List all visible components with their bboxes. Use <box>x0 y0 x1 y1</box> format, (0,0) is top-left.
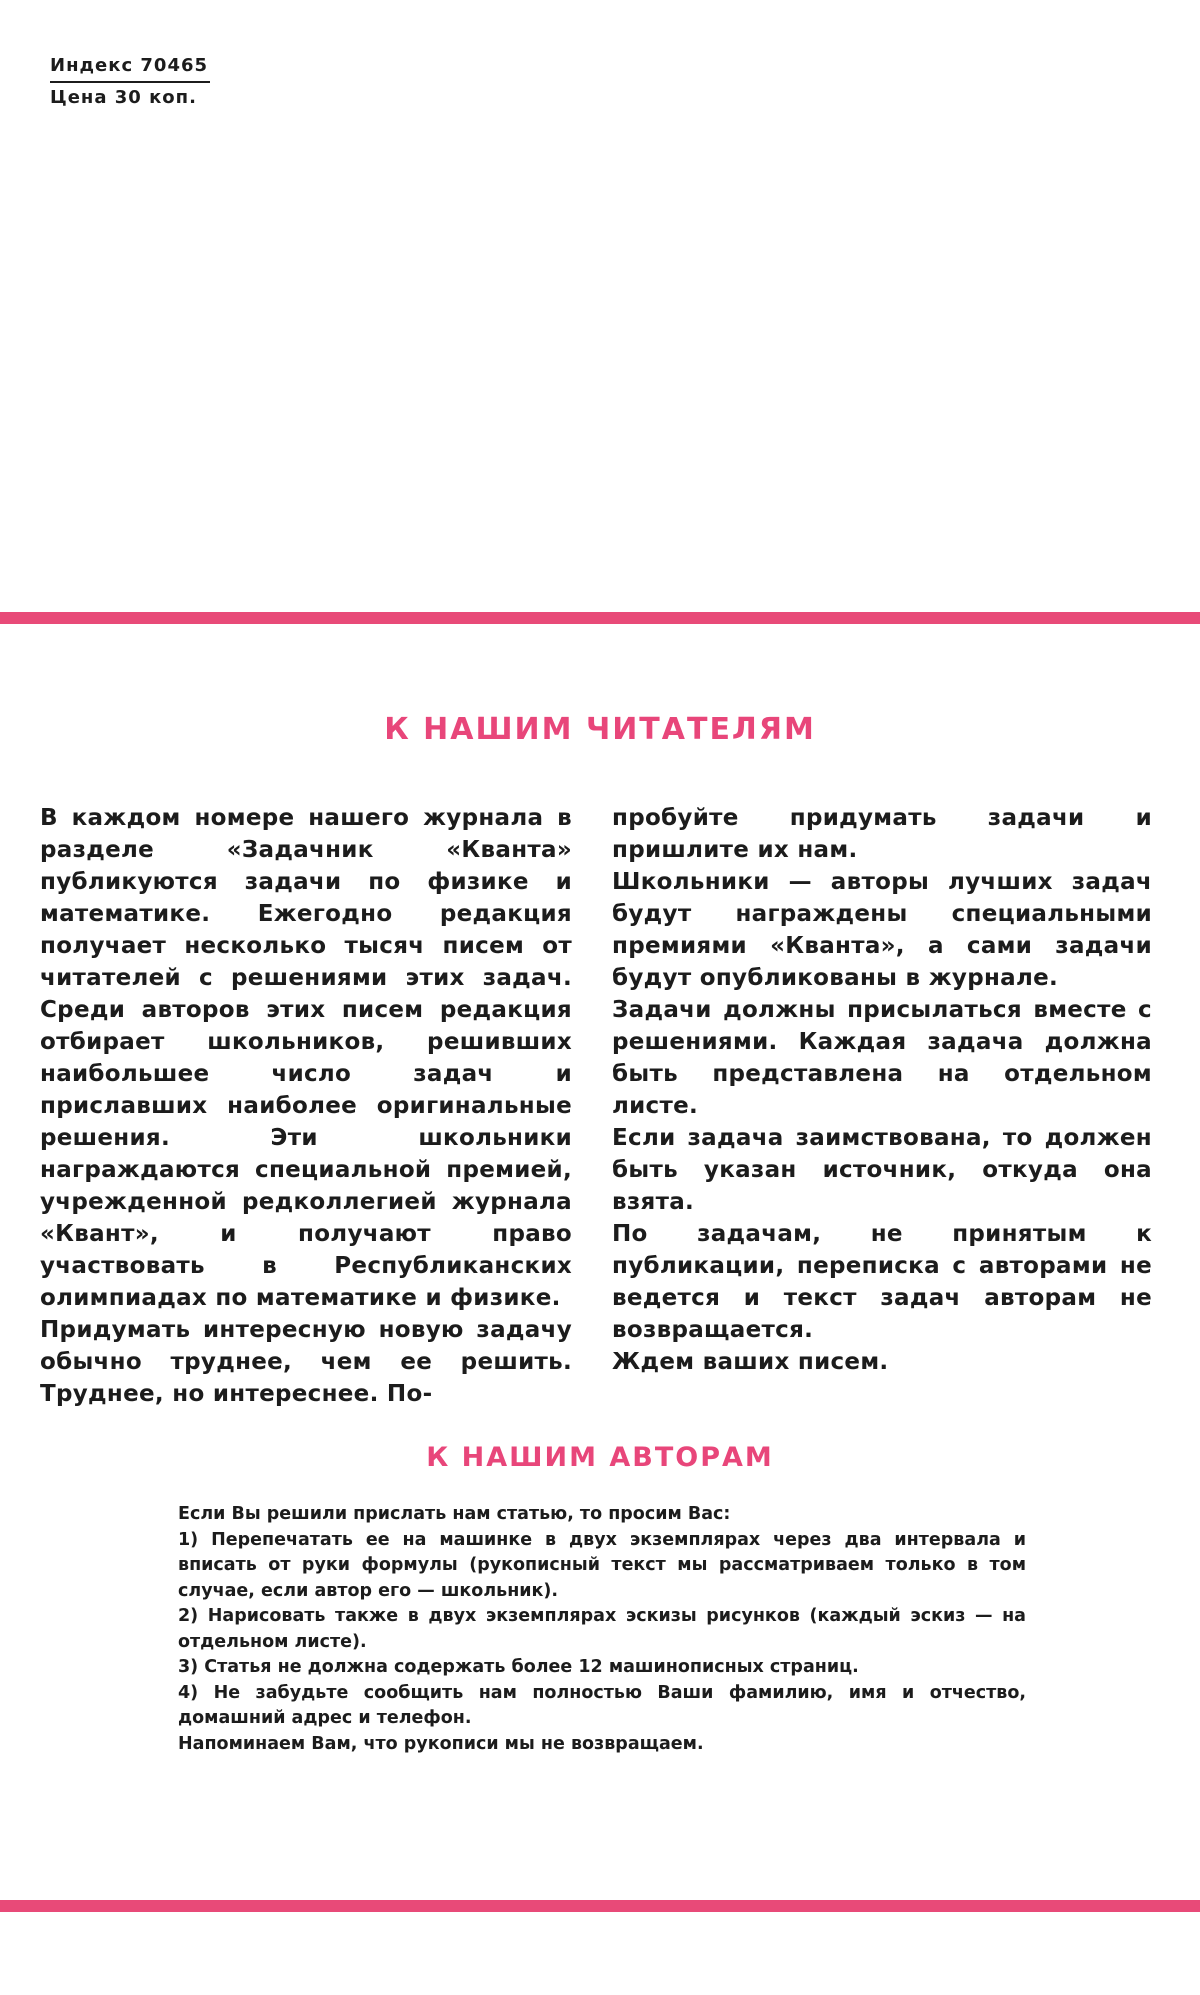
readers-paragraph: пробуйте придумать задачи и пришлите их нам. <box>612 805 1152 863</box>
readers-paragraph: Придумать интересную новую задачу обычно труднее, чем ее решить. Труднее, но интереснее. По- <box>40 1317 572 1407</box>
index-price-block <box>50 52 210 112</box>
readers-paragraph: Если задача заимствована, то должен быть указан источник, откуда она взята. <box>612 1125 1152 1215</box>
authors-line: 1) Перепечатать ее на машинке в двух экземплярах через два интервала и вписать от руки формулы (рукописный текст мы рассматриваем только в том случае, если автор его — школьник). <box>178 1529 1026 1601</box>
subscription-index: Индекс 70465 <box>50 52 210 83</box>
readers-right-column <box>612 802 1152 1378</box>
readers-left-column <box>40 802 572 1410</box>
readers-heading: К НАШИМ ЧИТАТЕЛЯМ <box>384 712 816 747</box>
authors-line: 2) Нарисовать также в двух экземплярах эскизы рисунков (каждый эскиз — на отдельном листе). <box>178 1606 1026 1652</box>
authors-heading: К НАШИМ АВТОРАМ <box>426 1442 774 1473</box>
readers-paragraph: Школьники — авторы лучших задач будут награждены специальными премиями «Кванта», а сами задачи будут опубликованы в журнале. <box>612 869 1152 991</box>
bottom-divider <box>0 1900 1200 1912</box>
readers-paragraph: Задачи должны присылаться вместе с решениями. Каждая задача должна быть представлена на отдельном листе. <box>612 997 1152 1119</box>
authors-line: 3) Статья не должна содержать более 12 машинописных страниц. <box>178 1657 859 1677</box>
authors-line: Напоминаем Вам, что рукописи мы не возвращаем. <box>178 1733 704 1754</box>
readers-paragraph: По задачам, не принятым к публикации, переписка с авторами не ведется и текст задач авторам не возвращается. <box>612 1221 1152 1343</box>
readers-paragraph: В каждом номере нашего журнала в разделе «Задачник «Кванта» публикуются задачи по физике и математике. Ежегодно редакция получает несколько тысяч писем от читателей с решениями этих задач. Среди авторов этих писем редакция отбирает школьников, решивших наибольшее число задач и приславших наиболее оригинальные решения. Эти школьники награждаются специальной премией, учрежденной редколлегией журнала «Квант», и получают право участвовать в Республиканских олимпиадах по математике и физике. <box>40 805 572 1311</box>
authors-instructions <box>178 1502 1026 1757</box>
readers-paragraph: Ждем ваших писем. <box>612 1349 889 1375</box>
price-label: Цена 30 коп. <box>50 87 197 108</box>
authors-line: Если Вы решили прислать нам статью, то просим Вас: <box>178 1504 731 1524</box>
top-divider <box>0 612 1200 624</box>
authors-line: 4) Не забудьте сообщить нам полностью Ваши фамилию, имя и отчество, домашний адрес и телефон. <box>178 1682 1026 1728</box>
